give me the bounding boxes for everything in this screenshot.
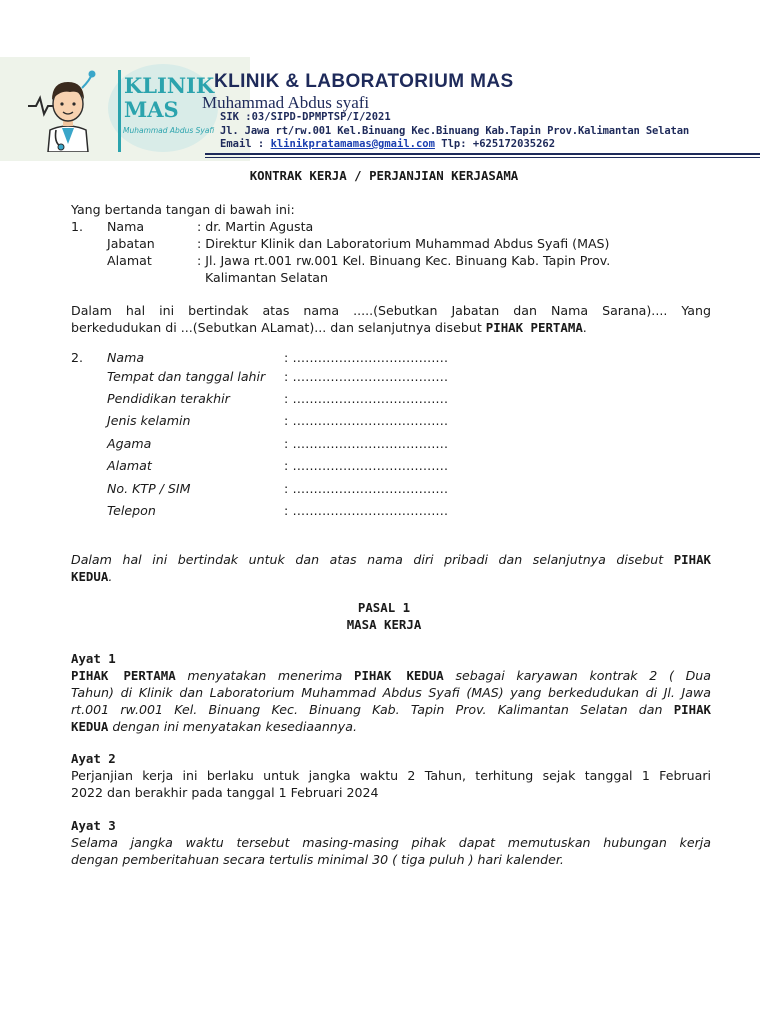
para2-line1 [71,551,711,568]
party2-label-agama: Agama [107,436,152,451]
logo-word-mas: MAS [124,97,179,122]
letterhead-sik: SIK :03/SIPD-DPMPTSP/I/2021 [220,111,391,123]
party1-number: 1. [71,219,84,234]
ayat1-text: sebagai karyawan kontrak 2 ( Dua [443,668,712,683]
party1-label-jabatan: Jabatan [107,236,155,251]
para1-line1: Dalam hal ini bertindak atas nama .....(Sebutkan Jabatan dan Nama Sarana).... Yang [71,303,711,318]
document-title: KONTRAK KERJA / PERJANJIAN KERJASAMA [249,168,519,183]
para1-line2 [71,319,587,336]
ayat2-line2: 2022 dan berakhir pada tanggal 1 Februari 2024 [71,785,379,800]
party2-label-alamat: Alamat [107,458,152,473]
party2-field-nama: : ..................................... [284,350,449,365]
letterhead-title: KLINIK & LABORATORIUM MAS [214,71,514,92]
party2-field-alamat: : ..................................... [284,458,449,473]
para1-text: berkedudukan di ...(Sebutkan ALamat)... dan selanjutnya disebut [71,320,486,335]
logo-subname: Muhammad Abdus Syafi [123,126,215,135]
party1-label-alamat: Alamat [107,253,152,268]
ayat3-line2: dengan pemberitahuan secara tertulis minimal 30 ( tiga puluh ) hari kalender. [71,852,564,867]
para2-period: . [108,569,113,584]
email-link[interactable]: klinikpratamamas@gmail.com [270,138,435,150]
phone-text: Tlp: +625172035262 [434,138,556,150]
para2-line2 [71,568,112,585]
pihak-kedua-term: PIHAK KEDUA [354,668,444,683]
ayat3-heading: Ayat 3 [71,818,116,833]
party2-field-pendidikan: : ..................................... [284,391,449,406]
pihak-kedua-term: PIHAK [673,702,711,717]
party1-value-alamat: : Jl. Jawa rt.001 rw.001 Kel. Binuang Kec. Binuang Kab. Tapin Prov. [197,253,611,268]
ayat1-text: menyatakan menerima [175,668,355,683]
party1-value-nama: : dr. Martin Agusta [197,219,314,234]
party2-field-kelamin: : ..................................... [284,413,449,428]
pasal-number: PASAL 1 [357,600,411,615]
ayat1-line3 [71,701,711,718]
pihak-kedua-term: PIHAK [673,552,711,567]
ayat1-heading: Ayat 1 [71,651,116,666]
party1-value-jabatan: : Direktur Klinik dan Laboratorium Muhammad Abdus Syafi (MAS) [197,236,610,251]
party2-label-kelamin: Jenis kelamin [107,413,191,428]
ayat1-text: dengan ini menyatakan kesediaannya. [108,719,357,734]
ayat3-line1: Selama jangka waktu tersebut masing-masing pihak dapat memutuskan hubungan kerja [71,835,711,850]
intro-text: Yang bertanda tangan di bawah ini: [71,202,295,217]
party2-number: 2. [71,350,84,365]
letterhead-rule [205,153,760,155]
ayat2-line1: Perjanjian kerja ini berlaku untuk jangka waktu 2 Tahun, terhitung sejak tanggal 1 Februari [71,768,711,783]
email-label: Email : [220,138,271,150]
doctor-mascot-icon [26,68,110,152]
party2-field-ktp: : ..................................... [284,481,449,496]
pihak-kedua-term-cont: KEDUA [71,719,109,734]
letterhead-subtitle: Muhammad Abdus syafi [202,93,370,112]
party2-field-agama: : ..................................... [284,436,449,451]
letterhead-contact [220,138,555,150]
letterhead-rule-thin [205,157,760,158]
ayat1-text: rt.001 rw.001 Kel. Binuang Kec. Binuang Kab. Tapin Prov. Kalimantan Selatan dan [71,702,674,717]
ayat1-line2: Tahun) di Klinik dan Laboratorium Muhammad Abdus Syafi (MAS) yang berkedudukan di Jl. Jawa [71,685,711,700]
ayat2-heading: Ayat 2 [71,751,116,766]
logo-word-klinik: KLINIK [124,73,215,98]
ayat1-line1 [71,667,711,684]
party2-field-ttl: : ..................................... [284,369,449,384]
ayat1-line4 [71,718,357,735]
party2-label-telepon: Telepon [107,503,156,518]
party2-label-pendidikan: Pendidikan terakhir [107,391,230,406]
party1-label-nama: Nama [107,219,145,234]
letterhead-address: Jl. Jawa rt/rw.001 Kel.Binuang Kec.Binuang Kab.Tapin Prov.Kalimantan Selatan [220,125,690,137]
party2-field-telepon: : ..................................... [284,503,449,518]
party1-alamat-continued: Kalimantan Selatan [205,270,328,285]
party2-label-ttl: Tempat dan tanggal lahir [107,369,266,384]
para1-period: . [582,320,587,335]
pihak-kedua-term-cont: KEDUA [71,569,109,584]
logo-divider [118,70,121,152]
pihak-pertama-term: PIHAK PERTAMA [71,668,176,683]
party2-label-ktp: No. KTP / SIM [107,481,191,496]
pasal-title: MASA KERJA [346,617,422,632]
party2-label-nama: Nama [107,350,145,365]
para2-text: Dalam hal ini bertindak untuk dan atas nama diri pribadi dan selanjutnya disebut [71,552,674,567]
pihak-pertama-term: PIHAK PERTAMA [485,320,583,335]
